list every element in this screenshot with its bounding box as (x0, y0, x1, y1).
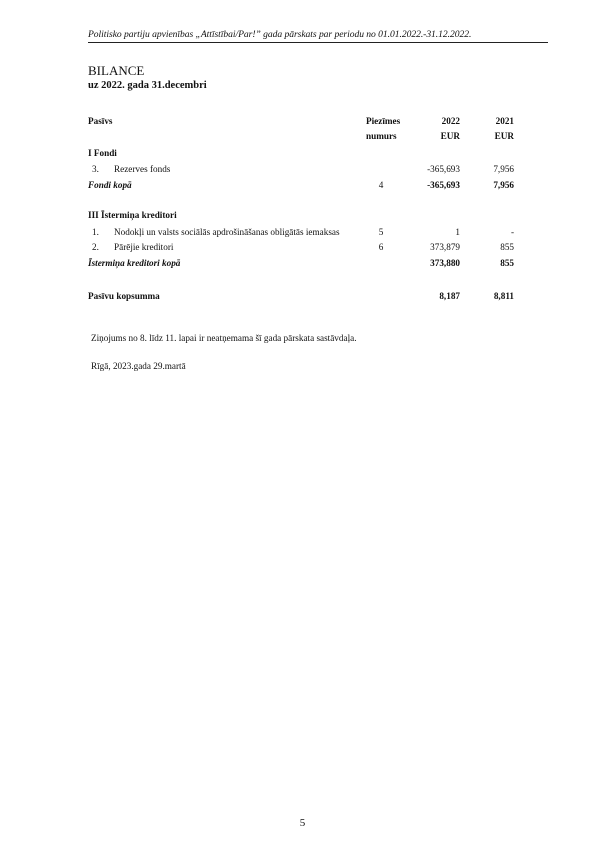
value-2021: 8,811 (493, 291, 514, 301)
table-row-total (88, 180, 518, 194)
value-2022: 373,879 (430, 242, 460, 252)
value-2021: - (510, 227, 514, 237)
value-2021: 855 (500, 242, 514, 252)
row-note: 6 (378, 242, 384, 252)
column-header-2022: 2022 (441, 116, 460, 126)
table-header-row-2 (88, 131, 518, 145)
table-row (88, 227, 518, 241)
section-title-fondi (88, 148, 518, 162)
row-number: 2. (92, 242, 99, 252)
column-header-pasivs: Pasīvs (88, 116, 113, 126)
table-row (88, 242, 518, 256)
document-title: BILANCE (88, 63, 145, 78)
page-number: 5 (299, 817, 306, 829)
section-label: I Fondi (88, 148, 117, 158)
row-label: Rezerves fonds (114, 164, 171, 174)
value-2022: 8,187 (439, 291, 460, 301)
value-2021: 7,956 (493, 180, 514, 190)
report-note: Ziņojums no 8. līdz 11. lapai ir neatņemama šī gada pārskata sastāvdaļa. (91, 333, 357, 343)
section-title-kreditori (88, 210, 518, 224)
row-number: 1. (92, 227, 99, 237)
currency-2022: EUR (440, 131, 460, 141)
currency-2021: EUR (494, 131, 514, 141)
row-number: 3. (92, 164, 99, 174)
value-2021: 855 (500, 258, 514, 268)
document-subtitle: uz 2022. gada 31.decembri (88, 80, 207, 91)
column-header-2021: 2021 (495, 116, 514, 126)
row-label: Īstermiņa kreditori kopā (88, 258, 181, 268)
row-label: Nodokļi un valsts sociālās apdrošināšanas obligātās iemaksas (114, 227, 340, 237)
value-2022: 1 (455, 227, 460, 237)
value-2022: -365,693 (427, 164, 460, 174)
page-header: Politisko partiju apvienības „Attīstībai/Par!” gada pārskats par periodu no 01.01.2022.-31.12.2022. (88, 29, 548, 43)
row-note: 4 (378, 180, 384, 190)
section-label: III Īstermiņa kreditori (88, 210, 177, 220)
table-header-row (88, 116, 518, 130)
row-label: Pārējie kreditori (114, 242, 174, 252)
row-note: 5 (378, 227, 384, 237)
value-2022: -365,693 (427, 180, 460, 190)
table-row-grand-total (88, 291, 518, 305)
column-header-notes-sub: numurs (366, 131, 397, 141)
row-label: Pasīvu kopsumma (88, 291, 160, 301)
table-row (88, 164, 518, 178)
value-2022: 373,880 (430, 258, 460, 268)
column-header-notes: Piezīmes (366, 116, 401, 126)
row-label: Fondi kopā (88, 180, 132, 190)
table-row-total (88, 258, 518, 272)
value-2021: 7,956 (493, 164, 514, 174)
place-date: Rīgā, 2023.gada 29.martā (91, 361, 186, 371)
